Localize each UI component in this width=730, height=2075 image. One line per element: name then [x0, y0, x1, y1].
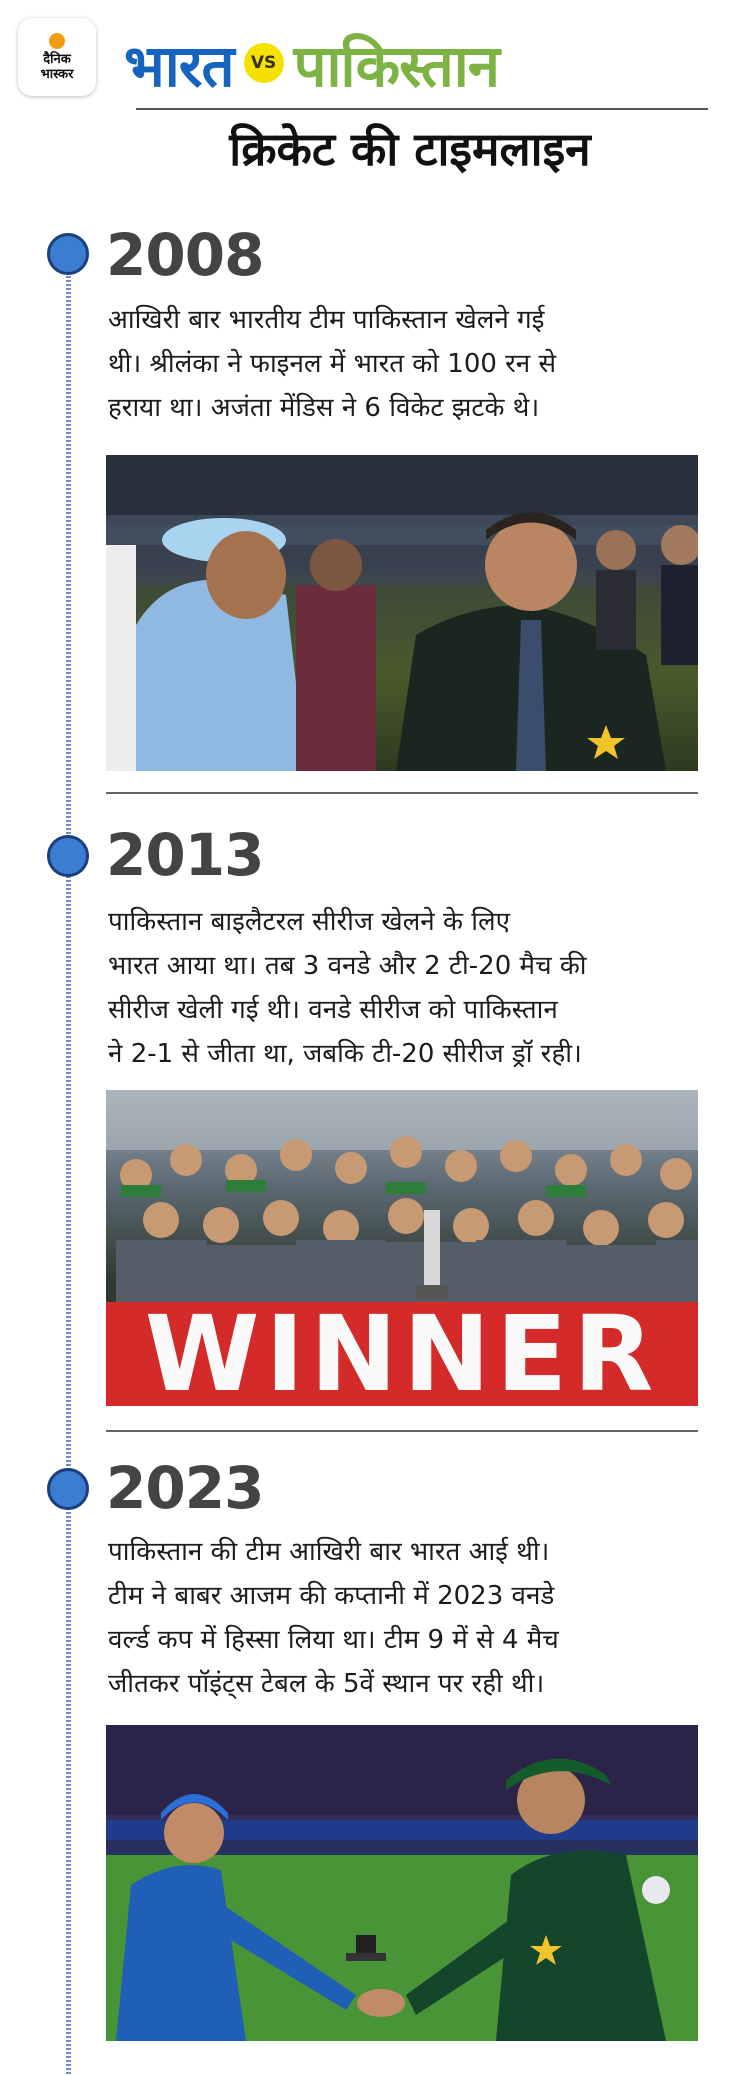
description-line: टीम ने बाबर आजम की कप्तानी में 2023 वनडे	[108, 1581, 555, 1611]
headline	[124, 22, 709, 104]
timeline-dot-2008	[47, 233, 89, 275]
photo-2013-celebration	[106, 1090, 698, 1406]
description-line: हराया था। अजंता मेंडिस ने 6 विकेट झटके थे।	[108, 393, 540, 423]
title-india: भारत	[124, 31, 234, 100]
header-divider	[136, 108, 708, 110]
description-line: थी। श्रीलंका ने फाइनल में भारत को 100 रन से	[108, 349, 557, 379]
year-2013: 2013	[106, 821, 264, 889]
timeline-line	[66, 256, 71, 2075]
description-2013	[108, 900, 708, 1076]
description-line: वर्ल्ड कप में हिस्सा लिया था। टीम 9 में से 4 मैच	[108, 1625, 559, 1655]
description-line: ने 2-1 से जीता था, जबकि टी-20 सीरीज ड्रॉ रही।	[108, 1039, 582, 1069]
description-line: पाकिस्तान की टीम आखिरी बार भारत आई थी।	[108, 1537, 550, 1567]
winner-banner	[106, 1302, 698, 1406]
title-pakistan: पाकिस्तान	[293, 31, 499, 100]
description-line: जीतकर पॉइंट्स टेबल के 5वें स्थान पर रही थी।	[108, 1669, 545, 1699]
logo-line-1: दैनिक	[43, 51, 71, 67]
description-line: पाकिस्तान बाइलैटरल सीरीज खेलने के लिए	[108, 907, 510, 937]
description-2023	[108, 1530, 708, 1706]
captains-illustration	[106, 1725, 698, 2041]
banner-text: WINNER	[144, 1302, 660, 1406]
description-2008	[108, 298, 708, 430]
logo-line-2: भास्कर	[40, 66, 74, 82]
sun-icon	[49, 33, 65, 49]
description-line: भारत आया था। तब 3 वनडे और 2 टी-20 मैच की	[108, 951, 587, 981]
year-2023: 2023	[106, 1454, 264, 1522]
timeline-dot-2013	[47, 835, 89, 877]
handshake-illustration	[106, 455, 698, 771]
vs-badge: VS	[244, 43, 284, 83]
timeline-dot-2023	[47, 1468, 89, 1510]
photo-2023-captains	[106, 1725, 698, 2041]
description-line: आखिरी बार भारतीय टीम पाकिस्तान खेलने गई	[108, 305, 545, 335]
year-2008: 2008	[106, 221, 264, 289]
dainik-bhaskar-logo	[18, 18, 96, 96]
photo-2008-handshake	[106, 455, 698, 771]
description-line: सीरीज खेली गई थी। वनडे सीरीज को पाकिस्तान	[108, 995, 558, 1025]
page-subtitle: क्रिकेट की टाइमलाइन	[229, 122, 591, 176]
section-divider	[106, 792, 698, 794]
section-divider	[106, 1430, 698, 1432]
